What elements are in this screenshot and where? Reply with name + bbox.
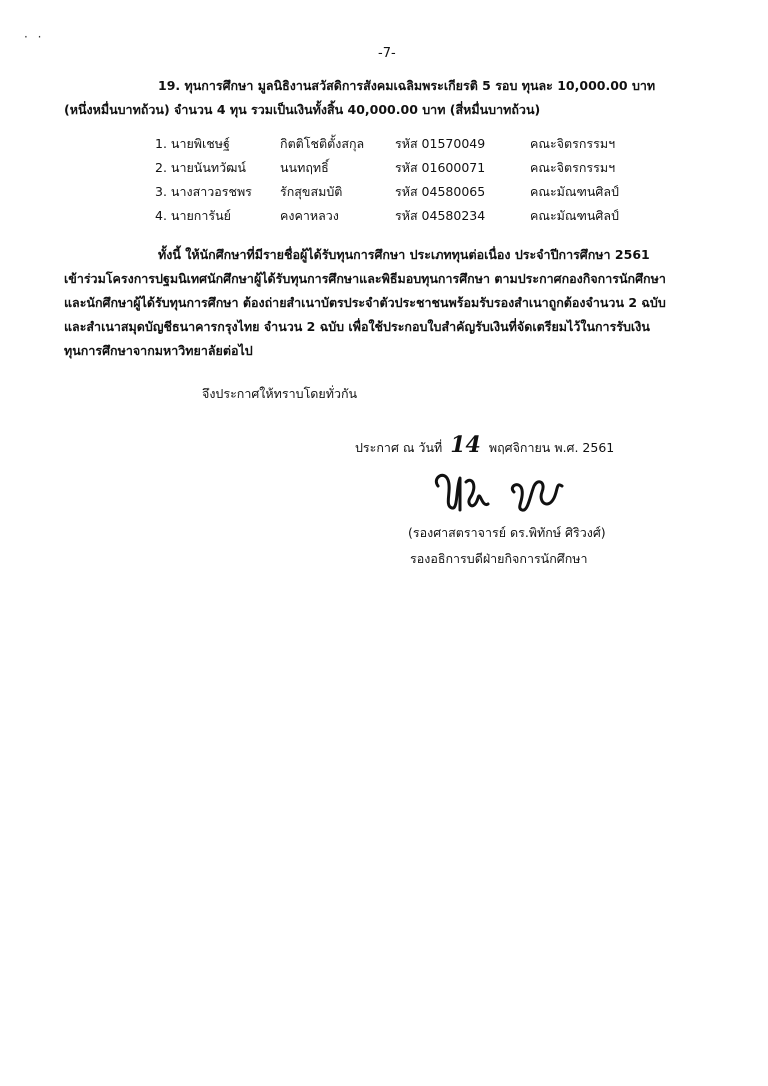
scan-mark: · · xyxy=(24,30,45,44)
page-number: -7- xyxy=(378,46,396,61)
recipient-faculty: คณะมัณฑนศิลป์ xyxy=(530,208,619,223)
date-line xyxy=(355,432,614,458)
announcement-line: จึงประกาศให้ทราบโดยทั่วกัน xyxy=(202,386,358,401)
date-prefix: ประกาศ ณ วันที่ xyxy=(355,440,443,455)
recipient-faculty: คณะจิตรกรรมฯ xyxy=(530,160,616,175)
body-paragraph-line: เข้าร่วมโครงการปฐมนิเทศนักศึกษาผู้ได้รับทุนการศึกษาและพิธีมอบทุนการศึกษา ตามประกาศกองกิจการนักศึกษา xyxy=(64,271,666,286)
recipient-name: 3. นางสาวอรชพร xyxy=(155,184,252,199)
recipient-surname: กิตติโชติตั้งสกุล xyxy=(280,136,365,151)
recipient-surname: คงคาหลวง xyxy=(280,208,339,223)
signer-position: รองอธิการบดีฝ่ายกิจการนักศึกษา xyxy=(410,551,588,566)
signature-image xyxy=(430,468,580,518)
recipient-code: รหัส 01570049 xyxy=(395,136,486,151)
body-paragraph-line: และนักศึกษาผู้ได้รับทุนการศึกษา ต้องถ่ายสำเนาบัตรประจำตัวประชาชนพร้อมรับรองสำเนาถูกต้องจำนวน 2 ฉบับ xyxy=(64,295,666,310)
recipient-surname: รักสุขสมบัติ xyxy=(280,184,343,199)
recipient-code: รหัส 01600071 xyxy=(395,160,486,175)
date-month-year: พฤศจิกายน พ.ศ. 2561 xyxy=(488,440,615,455)
recipient-name: 1. นายพิเชษฐ์ xyxy=(155,136,230,151)
recipient-code: รหัส 04580234 xyxy=(395,208,486,223)
scholarship-heading-line1: 19. ทุนการศึกษา มูลนิธิงานสวัสดิการสังคมเฉลิมพระเกียรติ 5 รอบ ทุนละ 10,000.00 บาท xyxy=(158,78,656,93)
body-paragraph-line: และสำเนาสมุดบัญชีธนาคารกรุงไทย จำนวน 2 ฉบับ เพื่อใช้ประกอบใบสำคัญรับเงินที่จัดเตรียมไว้ในการรับเงิน xyxy=(64,319,650,334)
recipient-surname: นนทฤทธิ์ xyxy=(280,160,329,175)
recipient-name: 2. นายนันทวัฒน์ xyxy=(155,160,246,175)
scholarship-heading-line2: (หนึ่งหมื่นบาทถ้วน) จำนวน 4 ทุน รวมเป็นเงินทั้งสิ้น 40,000.00 บาท (สี่หมื่นบาทถ้วน) xyxy=(64,102,541,117)
signer-name: (รองศาสตราจารย์ ดร.พิทักษ์ ศิริวงศ์) xyxy=(408,525,606,540)
body-paragraph-line: ทุนการศึกษาจากมหาวิทยาลัยต่อไป xyxy=(64,343,253,358)
recipient-name: 4. นายการันย์ xyxy=(155,208,231,223)
recipient-code: รหัส 04580065 xyxy=(395,184,486,199)
date-day-handwritten: 14 xyxy=(450,432,481,458)
recipient-faculty: คณะมัณฑนศิลป์ xyxy=(530,184,619,199)
body-paragraph-line: ทั้งนี้ ให้นักศึกษาที่มีรายชื่อผู้ได้รับทุนการศึกษา ประเภททุนต่อเนื่อง ประจำปีการศึกษา 2561 xyxy=(158,247,650,262)
recipient-faculty: คณะจิตรกรรมฯ xyxy=(530,136,616,151)
